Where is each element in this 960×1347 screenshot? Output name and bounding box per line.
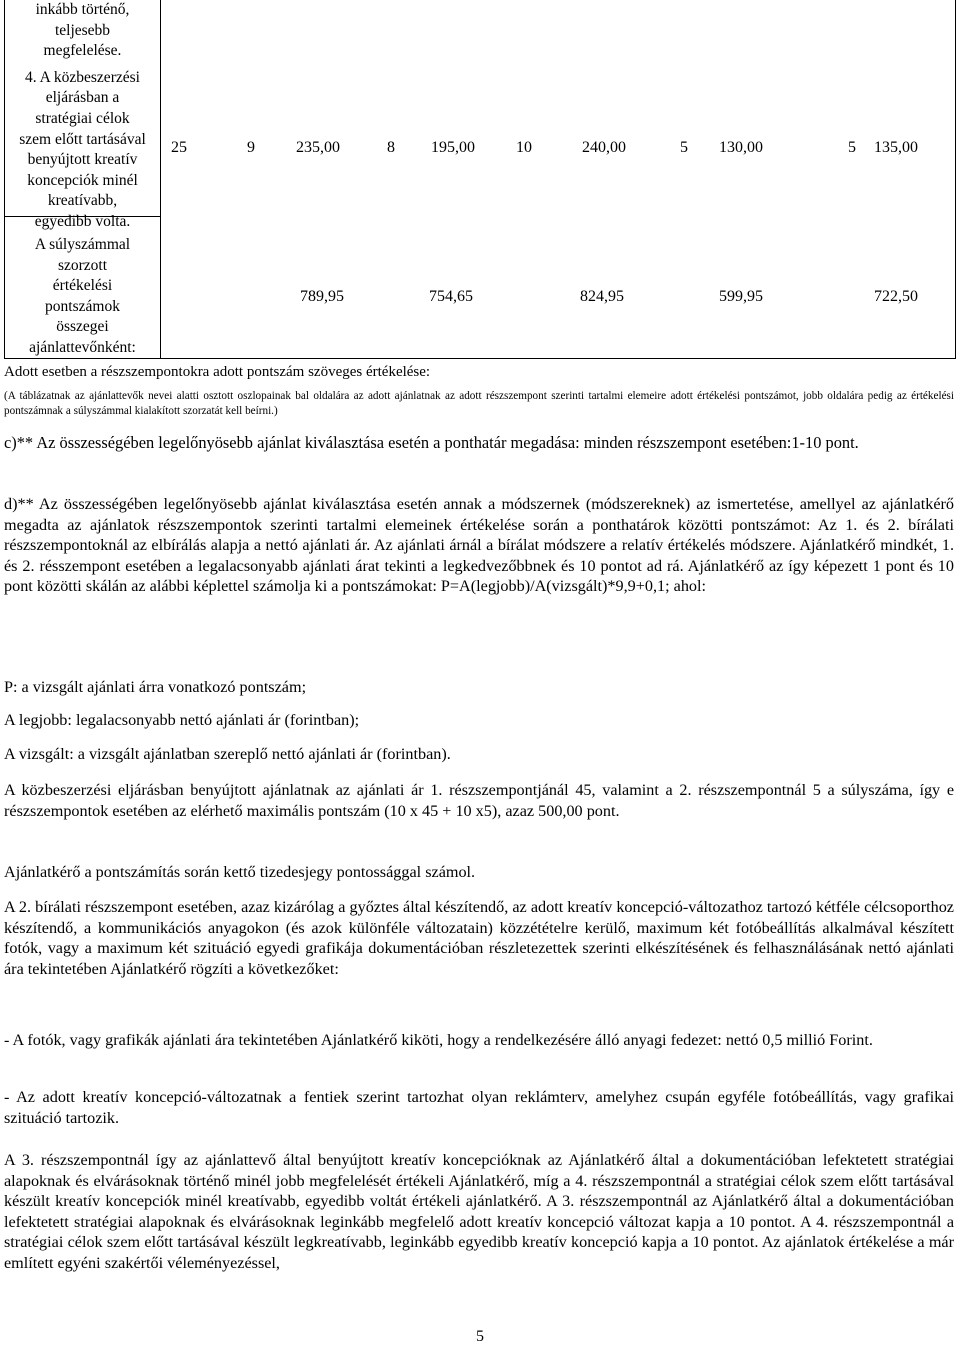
criterion-label <box>5 0 160 233</box>
bidder-1-weighted: 235,00 <box>296 139 340 156</box>
table-instruction-note: (A táblázatnak az ajánlattevők nevei alatti osztott oszlopainak bal oldalára az adott ajánlatnak az adott részszempont szerinti tartalmi elemeire adott értékelési pontszámot, jobb oldalára pedig az értékelési pontszámnak a súlyszámmal kialakított szorzatát kell beírni.) <box>4 390 954 417</box>
weighted-line: A súlyszámmal <box>34 236 131 253</box>
bidder-3-total: 824,95 <box>580 288 624 305</box>
criterion-line: koncepciók minél <box>27 171 138 189</box>
bidder-3-weighted: 240,00 <box>582 139 626 156</box>
criterion-label-cell <box>4 0 161 230</box>
bidder-4-score: 5 <box>680 139 688 156</box>
paragraph-criteria-3-4: A 3. részszempontnál így az ajánlattevő által benyújtott kreatív koncepcióknak az Ajánlatkérő által a dokumentációban lefektetett stratégiai alapoknak és elvárásoknak történő minél jobb megfelelését értékeli Ajánlatkérő, míg a 4. részszempontnál a stratégiai célok szem előtt tartásával készült kreatív koncepciók minél kreatívabb, egyedibb voltát értékeli ajánlatkérő. A 3. részszempontnál az Ajánlatkérő által a dokumentációban lefektetett stratégiai alapoknak és elvárásoknak leginkább megfelelő adott kreatív koncepció változat kapja a 10 pontot. A 4. részszempontnál a stratégiai célok szem előtt tartásával készült legkreatívabb, leginkább egyedibb kreatív koncepció kapja a 10 pontot. Az ajánlatok értékelése a már említett egyéni szakértői véleményezéssel, <box>4 1151 954 1272</box>
definition-examined: A vizsgált: a vizsgált ajánlatban szereplő nettó ajánlati ár (forintban). <box>4 745 451 763</box>
bullet-concept-variant: - Az adott kreatív koncepció-változatnak a fentiek szerint tartozhat olyan reklámterv, amelyhez csupán egyféle fotóbeállítás, vagy grafikai szituáció tartozik. <box>4 1088 954 1127</box>
bidder-1-score: 9 <box>247 139 255 156</box>
weighted-line: pontszámok <box>45 297 120 315</box>
criterion-line: szem előtt tartásával <box>19 130 146 148</box>
bidder-2-total: 754,65 <box>429 288 473 305</box>
paragraph-d: d)** Az összességében legelőnyösebb ajánlat kiválasztása esetén annak a módszernek (módszereknek) az ismertetése, amellyel az ajánlatkérő megadta az ajánlatok részszempontok szerinti tartalmi elemeinek értékelése során a ponthatárok közötti pontszámot: Az 1. és 2. bírálati részszempontoknál az elbírálás alapja a nettó ajánlati ár. Az ajánlati árnál a bírálat módszere a relatív értékelés módszere. Ajánlatkérő mindkét, 1. és 2. résszempont esetében a legalacsonyabb ajánlati árat tekinti a legkedvezőbbnek és 10 pontot ad rá. Ajánlatkérő az így képezett 1 pont és 10 pont közötti skálán az alábbi képlettel számolja ki a pontszámokat: P=A(legjobb)/A(vizsgált)*9,9+0,1; ahol: <box>4 495 954 596</box>
criterion-line: 4. A közbeszerzési <box>25 68 140 86</box>
weighted-line: ajánlattevőnként: <box>29 338 136 356</box>
definition-p: P: a vizsgált ajánlati árra vonatkozó pontszám; <box>4 678 307 696</box>
criterion-line: benyújtott kreatív <box>27 151 138 169</box>
criterion-line: teljesebb <box>54 21 111 39</box>
criterion-line: eljárásban a <box>45 89 120 107</box>
page-number: 5 <box>476 1328 484 1345</box>
weighted-line: összegei <box>56 318 109 336</box>
bidder-2-score: 8 <box>387 139 395 156</box>
paragraph-c: c)** Az összességében legelőnyösebb ajánlat kiválasztása esetén a ponthatár megadása: minden részszempont esetében:1-10 pont. <box>4 433 859 452</box>
criterion-line: megfelelése. <box>43 42 122 60</box>
bidder-5-weighted: 135,00 <box>874 139 918 156</box>
assessment-heading: Adott esetben a részszempontokra adott pontszám szöveges értékelése: <box>4 364 431 380</box>
bidder-2-weighted: 195,00 <box>431 139 475 156</box>
weighted-total-label-cell <box>4 217 161 359</box>
criterion-line: kreatívabb, <box>47 192 118 210</box>
paragraph-decimals: Ajánlatkérő a pontszámítás során kettő tizedesjegy pontossággal számol. <box>4 863 476 881</box>
weighted-line: értékelési <box>52 277 113 295</box>
bidder-1-total: 789,95 <box>300 288 344 305</box>
bullet-photos-budget: - A fotók, vagy grafikák ajánlati ára tekintetében Ajánlatkérő kiköti, hogy a rendelkezésére álló anyagi fedezet: nettó 0,5 millió Forint. <box>4 1031 873 1049</box>
weighted-line: szorzott <box>57 256 108 274</box>
bidder-5-total: 722,50 <box>874 288 918 305</box>
paragraph-criterion-2: A 2. bírálati részszempont esetében, azaz kizárólag a győztes által készítendő, az adott kreatív koncepció-változathoz tartozó kétféle célcsoporthoz készítendő, a kommunikációs anyagokon (és azok különféle változatain) közzétételre kerülő, maximum két fotóbeállítás alkalmával készített fotók, vagy a maximum két szituáció egyedi grafikája dokumentációban részletezettek szerinti elkészítésének és felhasználásának nettó ajánlati ára tekintetében Ajánlatkérő rögzíti a következőket: <box>4 898 954 978</box>
bidder-3-score: 10 <box>516 139 532 156</box>
paragraph-weights: A közbeszerzési eljárásban benyújtott ajánlatnak az ajánlati ár 1. részszempontjánál 45, valamint a 2. részszempontnál 5 a súlyszáma, így e részszempontok esetében az elérhető maximális pontszám (10 x 45 + 10 x5), azaz 500,00 pont. <box>4 781 954 820</box>
weight-value: 25 <box>171 139 187 156</box>
criterion-line: inkább történő, <box>35 1 130 18</box>
bidder-5-score: 5 <box>848 139 856 156</box>
criterion-line: egyedibb volta. <box>34 212 131 230</box>
bidder-4-total: 599,95 <box>719 288 763 305</box>
criterion-line: stratégiai célok <box>35 109 130 127</box>
score-table <box>4 0 956 359</box>
bidder-4-weighted: 130,00 <box>719 139 763 156</box>
definition-best: A legjobb: legalacsonyabb nettó ajánlati ár (forintban); <box>4 711 360 729</box>
